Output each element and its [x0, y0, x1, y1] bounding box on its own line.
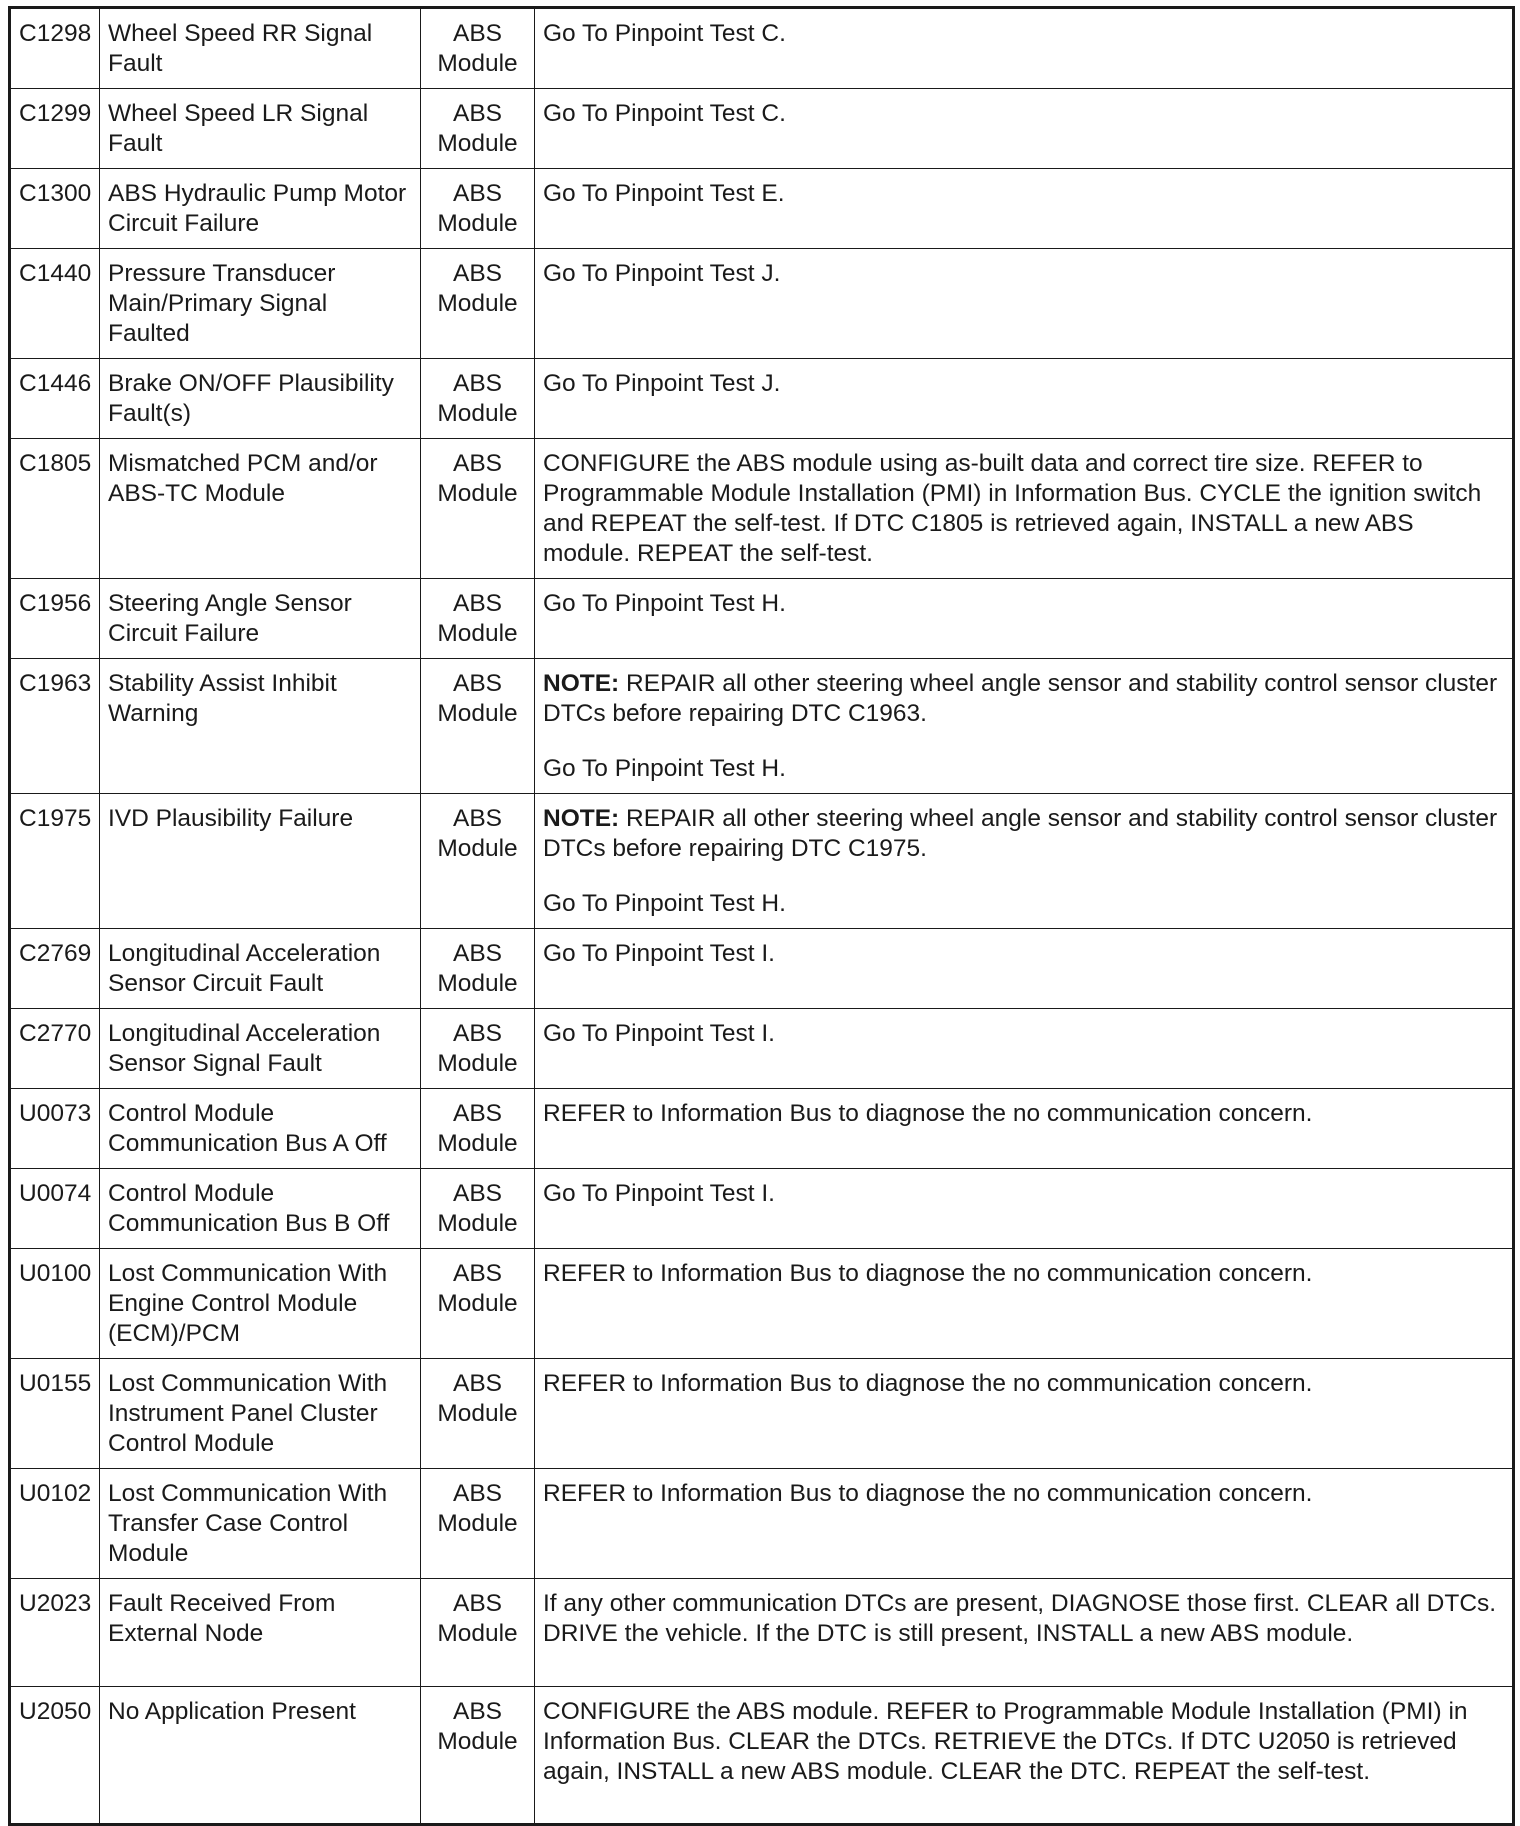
dtc-action: [535, 1249, 1514, 1359]
dtc-source-module: ABS Module: [421, 8, 535, 89]
dtc-code: C1299: [10, 89, 100, 169]
dtc-source-module: ABS Module: [421, 359, 535, 439]
table-row: [10, 1359, 1514, 1469]
dtc-table: [8, 6, 1515, 1826]
dtc-code: C1805: [10, 439, 100, 579]
action-text: Go To Pinpoint Test I.: [543, 1180, 775, 1207]
dtc-source-module: ABS Module: [421, 1687, 535, 1825]
dtc-description: No Application Present: [100, 1687, 421, 1825]
dtc-chart-page: [8, 6, 1512, 1826]
dtc-action: [535, 1089, 1514, 1169]
dtc-source-module: ABS Module: [421, 1089, 535, 1169]
action-text: Go To Pinpoint Test C.: [543, 100, 786, 127]
action-text: REFER to Information Bus to diagnose the no communication concern.: [543, 1370, 1313, 1397]
table-row: [10, 1009, 1514, 1089]
action-text: Go To Pinpoint Test E.: [543, 180, 785, 207]
dtc-code: C2770: [10, 1009, 100, 1089]
action-text: Go To Pinpoint Test C.: [543, 20, 786, 47]
dtc-action: [535, 659, 1514, 794]
dtc-code: C1975: [10, 794, 100, 929]
dtc-action: [535, 169, 1514, 249]
dtc-code: C1446: [10, 359, 100, 439]
action-text: Go To Pinpoint Test J.: [543, 370, 781, 397]
dtc-source-module: ABS Module: [421, 249, 535, 359]
dtc-action: [535, 249, 1514, 359]
dtc-description: Control Module Communication Bus B Off: [100, 1169, 421, 1249]
dtc-source-module: ABS Module: [421, 89, 535, 169]
dtc-table-body: [10, 8, 1514, 1825]
dtc-description: IVD Plausibility Failure: [100, 794, 421, 929]
dtc-action: [535, 359, 1514, 439]
dtc-description: Control Module Communication Bus A Off: [100, 1089, 421, 1169]
dtc-code: U2050: [10, 1687, 100, 1825]
dtc-description: Wheel Speed RR Signal Fault: [100, 8, 421, 89]
action-text: Go To Pinpoint Test I.: [543, 1020, 775, 1047]
table-row: [10, 1469, 1514, 1579]
table-row: [10, 579, 1514, 659]
dtc-description: Longitudinal Acceleration Sensor Signal Fault: [100, 1009, 421, 1089]
dtc-source-module: ABS Module: [421, 439, 535, 579]
action-text: Go To Pinpoint Test J.: [543, 260, 781, 287]
action-note: [543, 669, 1504, 729]
dtc-description: Lost Communication With Transfer Case Control Module: [100, 1469, 421, 1579]
action-text: Go To Pinpoint Test H.: [543, 590, 786, 617]
dtc-code: U0102: [10, 1469, 100, 1579]
dtc-description: Mismatched PCM and/or ABS-TC Module: [100, 439, 421, 579]
table-row: [10, 439, 1514, 579]
dtc-code: C1440: [10, 249, 100, 359]
dtc-source-module: ABS Module: [421, 169, 535, 249]
action-text: REFER to Information Bus to diagnose the no communication concern.: [543, 1100, 1313, 1127]
note-text: REPAIR all other steering wheel angle sensor and stability control sensor cluster DTCs before repairing DTC C1975.: [543, 805, 1498, 862]
dtc-source-module: ABS Module: [421, 1469, 535, 1579]
dtc-code: U2023: [10, 1579, 100, 1687]
dtc-source-module: ABS Module: [421, 659, 535, 794]
dtc-source-module: ABS Module: [421, 1249, 535, 1359]
action-text: CONFIGURE the ABS module using as-built data and correct tire size. REFER to Programmable Module Installation (PMI) in Information Bus. CYCLE the ignition switch and REPEAT the self-test. If DTC C1805 is retrieved again, INSTALL a new ABS module. REPEAT the self-test.: [543, 450, 1482, 567]
table-row: [10, 929, 1514, 1009]
dtc-source-module: ABS Module: [421, 929, 535, 1009]
table-row: [10, 794, 1514, 929]
action-text: CONFIGURE the ABS module. REFER to Programmable Module Installation (PMI) in Information Bus. CLEAR the DTCs. RETRIEVE the DTCs. If DTC U2050 is retrieved again, INSTALL a new ABS module. CLEAR the DTC. REPEAT the self-test.: [543, 1698, 1468, 1785]
dtc-action: [535, 579, 1514, 659]
dtc-description: Lost Communication With Engine Control Module (ECM)/PCM: [100, 1249, 421, 1359]
dtc-source-module: ABS Module: [421, 1169, 535, 1249]
table-row: [10, 359, 1514, 439]
dtc-code: C2769: [10, 929, 100, 1009]
table-row: [10, 1089, 1514, 1169]
dtc-description: Lost Communication With Instrument Panel Cluster Control Module: [100, 1359, 421, 1469]
dtc-code: C1298: [10, 8, 100, 89]
dtc-action: [535, 1469, 1514, 1579]
table-row: [10, 249, 1514, 359]
table-row: [10, 8, 1514, 89]
dtc-source-module: ABS Module: [421, 579, 535, 659]
table-row: [10, 1249, 1514, 1359]
dtc-action: [535, 439, 1514, 579]
dtc-source-module: ABS Module: [421, 1579, 535, 1687]
action-note: [543, 804, 1504, 864]
note-text: REPAIR all other steering wheel angle sensor and stability control sensor cluster DTCs before repairing DTC C1963.: [543, 670, 1498, 727]
dtc-code: C1963: [10, 659, 100, 794]
action-text: REFER to Information Bus to diagnose the no communication concern.: [543, 1260, 1313, 1287]
dtc-code: U0155: [10, 1359, 100, 1469]
dtc-description: Pressure Transducer Main/Primary Signal Faulted: [100, 249, 421, 359]
dtc-code: U0074: [10, 1169, 100, 1249]
dtc-code: C1300: [10, 169, 100, 249]
note-label: NOTE:: [543, 670, 620, 697]
action-text: Go To Pinpoint Test H.: [543, 890, 786, 917]
dtc-code: C1956: [10, 579, 100, 659]
table-row: [10, 169, 1514, 249]
dtc-description: Longitudinal Acceleration Sensor Circuit Fault: [100, 929, 421, 1009]
dtc-action: [535, 1579, 1514, 1687]
dtc-description: Wheel Speed LR Signal Fault: [100, 89, 421, 169]
dtc-code: U0073: [10, 1089, 100, 1169]
dtc-action: [535, 794, 1514, 929]
dtc-description: Brake ON/OFF Plausibility Fault(s): [100, 359, 421, 439]
action-text: Go To Pinpoint Test H.: [543, 755, 786, 782]
dtc-action: [535, 89, 1514, 169]
dtc-action: [535, 1359, 1514, 1469]
dtc-source-module: ABS Module: [421, 794, 535, 929]
dtc-code: U0100: [10, 1249, 100, 1359]
table-row: [10, 1169, 1514, 1249]
table-row: [10, 1687, 1514, 1825]
dtc-source-module: ABS Module: [421, 1359, 535, 1469]
action-text: REFER to Information Bus to diagnose the no communication concern.: [543, 1480, 1313, 1507]
table-row: [10, 659, 1514, 794]
dtc-action: [535, 929, 1514, 1009]
table-row: [10, 89, 1514, 169]
dtc-action: [535, 1687, 1514, 1825]
dtc-description: Fault Received From External Node: [100, 1579, 421, 1687]
dtc-source-module: ABS Module: [421, 1009, 535, 1089]
dtc-action: [535, 8, 1514, 89]
dtc-action: [535, 1009, 1514, 1089]
action-text: If any other communication DTCs are present, DIAGNOSE those first. CLEAR all DTCs. DRIVE the vehicle. If the DTC is still present, INSTALL a new ABS module.: [543, 1590, 1497, 1647]
note-label: NOTE:: [543, 805, 620, 832]
dtc-description: Stability Assist Inhibit Warning: [100, 659, 421, 794]
dtc-description: ABS Hydraulic Pump Motor Circuit Failure: [100, 169, 421, 249]
action-text: Go To Pinpoint Test I.: [543, 940, 775, 967]
dtc-description: Steering Angle Sensor Circuit Failure: [100, 579, 421, 659]
dtc-action: [535, 1169, 1514, 1249]
table-row: [10, 1579, 1514, 1687]
